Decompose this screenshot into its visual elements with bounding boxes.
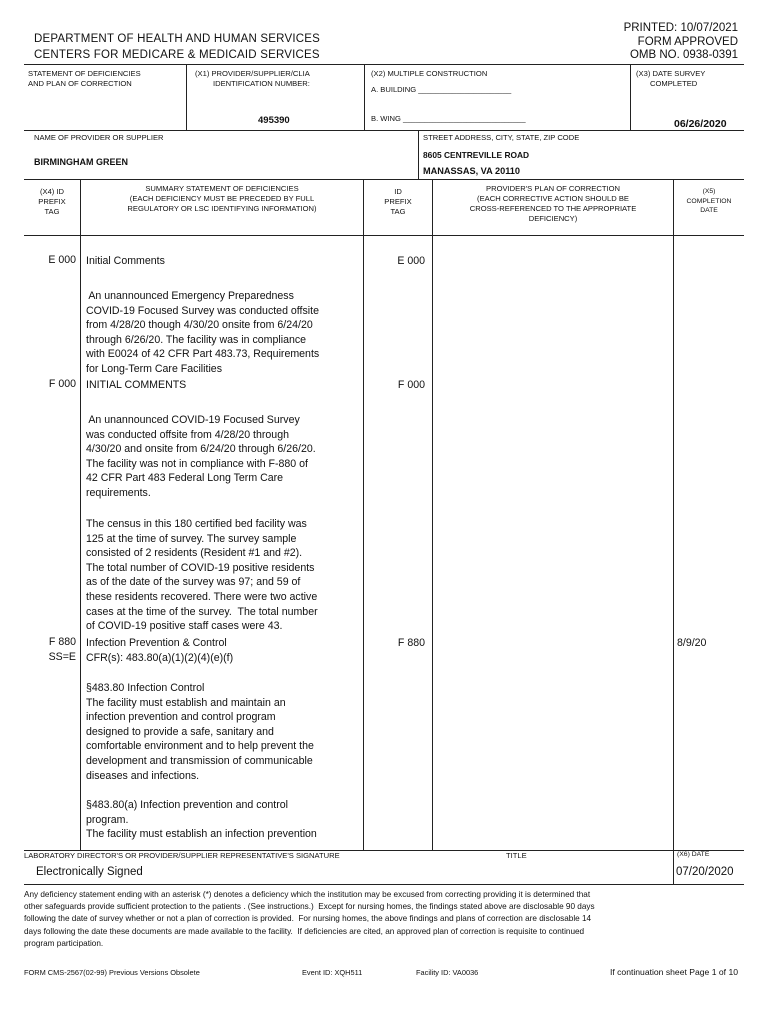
text-line: program participation. [24,938,104,948]
continuation-page: If continuation sheet Page 1 of 10 [609,967,738,977]
text-line: was conducted offsite from 4/28/20 through [86,428,289,441]
provider-label: NAME OF PROVIDER OR SUPPLIER [34,133,164,142]
statement-label: STATEMENT OF DEFICIENCIES AND PLAN OF CORRECTION [28,69,141,88]
e000-paragraph [86,289,319,377]
text-line: these residents recovered. There were two active [86,590,318,603]
survey-completed-date: 06/26/2020 [674,118,727,130]
event-id: Event ID: XQH511 [302,968,363,977]
text-line: diseases and infections. [86,769,200,782]
signature-date-label: (X6) DATE [677,851,710,858]
text-line: The facility must establish and maintain an [86,696,286,709]
f880-paragraph-1 [86,681,314,783]
text-line: §483.80(a) Infection prevention and control [86,799,289,811]
provider-id-number: 495390 [258,115,290,126]
text-line: requirements. [86,486,151,499]
f880-completion-date: 8/9/20 [677,637,707,649]
text-line: designed to provide a safe, sanitary and [86,725,274,738]
disclaimer-text [24,889,754,950]
text-line: §483.80 Infection Control [86,682,205,694]
f000-id-tag: F 000 [397,379,425,391]
e000-title: Initial Comments [86,255,165,267]
e000-prefix-tag: E 000 [48,254,76,266]
omb-number: OMB NO. 0938-0391 [629,49,738,61]
address-label: STREET ADDRESS, CITY, STATE, ZIP CODE [423,133,580,142]
text-line: 42 CFR Part 483 Federal Long Term Care [86,472,284,485]
text-line: following the date of survey whether or not a plan of correction is provided. For nursing homes, the above findings and plans of correction are disclosable 14 [24,914,592,924]
x2-label: (X2) MULTIPLE CONSTRUCTION [371,69,488,78]
text-line: from 4/28/20 though 4/30/20 onsite from 6/24/20 [86,319,313,332]
form-number: FORM CMS-2567(02-99) Previous Versions Obsolete [24,968,200,977]
text-line: as of the date of the survey was 97; and 59 of [86,576,301,589]
text-line: other safeguards provide sufficient protection to the patients . (See instructions.) Except for nursing homes, the findings stated above are disclosable 90 days [24,902,595,912]
signature-date: 07/20/2020 [676,866,734,878]
text-line: The facility must establish an infection prevention [86,828,317,841]
signature-label: LABORATORY DIRECTOR'S OR PROVIDER/SUPPLIER REPRESENTATIVE'S SIGNATURE [24,851,340,860]
text-line: An unannounced Emergency Preparedness [86,290,294,302]
text-line: 125 at the time of survey. The survey sample [86,532,297,545]
id-prefix-header: ID PREFIX TAG [384,187,412,216]
printed-date: PRINTED: 10/07/2021 [623,22,738,34]
department-title: DEPARTMENT OF HEALTH AND HUMAN SERVICES [34,33,320,45]
x3-label: (X3) DATE SURVEY COMPLETED [636,69,706,88]
text-line: 4/30/20 and onsite from 6/24/20 through 6/26/20. [86,443,316,456]
text-line: The facility was not in compliance with F-880 of [86,457,308,470]
f000-paragraph-1 [86,413,316,501]
x2-building: A. BUILDING ______________________ [371,85,512,94]
text-line: with E0024 of 42 CFR Part 483.73, Requirements [86,348,320,361]
text-line: cases at the time of the survey. The total number [86,605,318,618]
x4-prefix-header: (X4) ID PREFIX TAG [38,187,66,216]
f000-title: INITIAL COMMENTS [86,379,187,391]
facility-id: Facility ID: VA0036 [416,968,479,977]
text-line: for Long-Term Care Facilities [86,362,222,375]
f000-paragraph-2 [86,517,318,634]
e000-id-tag: E 000 [397,255,425,267]
completion-date-header: (X5) COMPLETION DATE [686,188,732,214]
f880-title: Infection Prevention & Control [86,637,227,649]
text-line: program. [86,813,129,826]
text-line: comfortable environment and to help prevent the [86,740,314,753]
city-state-zip: MANASSAS, VA 20110 [423,166,521,176]
text-line: Any deficiency statement ending with an asterisk (*) denotes a deficiency which the institution may be excused from correcting providing it is determined that [24,890,591,899]
title-label: TITLE [506,851,527,860]
f880-id-tag: F 880 [397,637,425,649]
x1-label: (X1) PROVIDER/SUPPLIER/CLIA IDENTIFICATION NUMBER: [195,69,310,88]
text-line: of COVID-19 positive staff cases were 43. [86,620,283,633]
provider-name: BIRMINGHAM GREEN [34,157,128,167]
text-line: The census in this 180 certified bed facility was [86,518,307,530]
text-line: The total number of COVID-19 positive residents [86,561,315,574]
street-address: 8605 CENTREVILLE ROAD [423,150,530,160]
text-line: through 6/26/20. The facility was in compliance [86,333,307,346]
text-line: development and transmission of communicable [86,754,313,767]
f880-prefix-tag: F 880 [48,636,76,648]
x2-wing: B. WING _____________________________ [371,114,526,123]
text-line: days following the date these documents are made available to the facility. If deficiencies are cited, an approved plan of correction is requisite to continued [24,926,585,936]
form-approved: FORM APPROVED [637,36,738,48]
f000-prefix-tag: F 000 [48,378,76,390]
text-line: consisted of 2 residents (Resident #1 and #2). [86,547,303,560]
f880-scope-severity: SS=E [48,651,76,663]
f880-paragraph-2 [86,798,317,842]
text-line: infection prevention and control program [86,711,276,724]
agency-title: CENTERS FOR MEDICARE & MEDICAID SERVICES [34,49,320,61]
plan-of-correction-header: PROVIDER'S PLAN OF CORRECTION (EACH CORRECTIVE ACTION SHOULD BE CROSS-REFERENCED TO THE APPROPRIATE DEFICIENCY) [469,184,637,223]
f880-cfr: CFR(s): 483.80(a)(1)(2)(4)(e)(f) [86,652,234,664]
text-line: COVID-19 Focused Survey was conducted offsite [86,304,319,317]
text-line: An unannounced COVID-19 Focused Survey [86,414,300,426]
signature-value: Electronically Signed [36,866,143,878]
summary-statement-header: SUMMARY STATEMENT OF DEFICIENCIES (EACH DEFICIENCY MUST BE PRECEDED BY FULL REGULATORY OR LSC IDENTIFYING INFORMATION) [127,184,317,213]
